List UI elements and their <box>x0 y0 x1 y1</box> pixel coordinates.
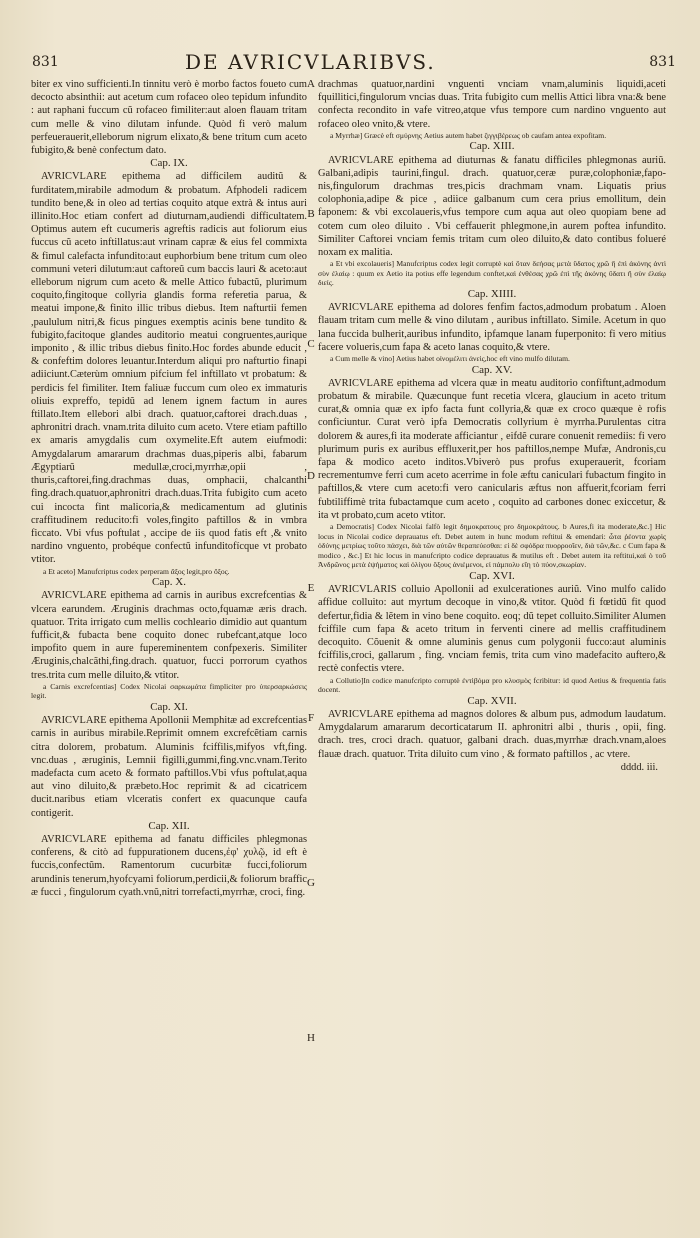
chapter-heading: Cap. X. <box>152 576 186 589</box>
chapter-heading: Cap. XVI. <box>469 570 515 583</box>
right-column <box>318 78 666 774</box>
chapter-heading: Cap. IX. <box>150 157 188 170</box>
margin-letter-e: E <box>307 582 315 594</box>
margin-letter-a: A <box>307 78 315 90</box>
left-column <box>31 78 307 899</box>
margin-letter-d: D <box>307 470 315 482</box>
body-paragraph: AVRICVLARE epithema ad diuturnas & fanatu difficiles phlegmonas auriũ. Galbani,adipis taurini,fingul. drach. quatuor,ceræ puræ,colophoniæ,fapo-nis,fingulorum drachmas tres,picis drachmam vnam. Liquatis prius colophonia,adipe & pice , adiice galbanum cum cera prius emollitum, dein faponem: & vbi excolaueris,vfus tempore cum aqua aut oleo quopiam bene ad cotem cum oleo diluito . Vbi ceffauerit phlegmone,in aurem poftea infundito. Similiter Caftorei vnciam femis tritam cum oleo diluito,& dato contibus folueré noxam ex malitia. <box>318 154 666 259</box>
signature-mark: dddd. iii. <box>620 761 658 773</box>
chapter-heading: Cap. XII. <box>148 819 190 832</box>
margin-letter-c: C <box>307 338 315 350</box>
footnote: a Democratis] Codex Nicolai falfò legit δημοκρατους pro δημοκράτους. b Aures,fi ita moderate,&c.] Hic locus in Nicolai codice deprauatus eft. Debet autem in hunc modum reftitui & emendari: ὦτα ῥέοντα χωρὶς ὀδύνης μετρίως τοῦτο πάσχει, διὰ τῶν αὐτῶν θεραπεύεσθαι: εἰ δὲ σφόδρα πυορροοῖεν, διὰ τῶν,&c. c Cum fapa & modico , &c.] Et hic locus in manufcripto codice deprauatus & mutilus eft . Debet autem ita reftitui,καὶ ὁ τοῦ Ἀνδρῶνος μετὰ ἑψήματος καὶ ὀλίγου ὄξους ἀνιέμενοι, εἰ πάμπολυ εἴη τὸ πύον,σκωρίαν. <box>318 522 666 570</box>
body-paragraph: AVRICVLARE epithema ad fanatu difficiles phlegmonas conferens, & citò ad fuppurationem ducens,ἐφ' χυλῷ, id eft è fuccis,confectũm. Ramentorum cucurbitæ fucci,foliorum arundinis tenerum,hyofcyami foliorum,perdicii,& foliorum braffic æ fucci , fingulorum cyath.vnũ,nitri torrefacti,myrrhæ, croci, fing. <box>31 833 307 898</box>
body-paragraph: AVRICVLARIS colluio Apollonii ad exulcerationes auriũ. Vino mulfo calido affidue colluito: aut myrtum decoque in vino,& vtitor. Quòd fi fœtidũ fit quod defertur,fidia & lẽtem in vino bene coquito. eoq; dũ tepet colluito.Similiter Alumen fciffile cum fapa & aceto tritum in ferventi cinere ad mellis craffitudinem decoquito. Cõuenit & omne aluminis genus cum polygonii fucco:aut aluminis fciffilis,croci, gallarum , fing. vnciam femis, trita cum vino madefacito auftero,& rectè confectis vtere. <box>318 584 666 675</box>
footnote: a Et aceto] Manufcriptus codex perperam ἄξος legit,pro ὄξος. <box>43 566 230 576</box>
running-header <box>0 50 700 76</box>
body-paragraph: AVRICVLARE epithema ad vlcera quæ in meatu auditorio confiftunt,admodum probatum & mirabile. Quæcunque funt recetia vlcera, glaucium in aceto tritum curat,& omnia quæ ex ipfo facta funt collyria,& quæ ex croco quæque è rofis conficiuntur. Curat verò ipfa Democratis collyrium è myrrha.Purulentas citra dolorem & aures,fi ita moderate afficiantur , eifdẽ curare conuenit remediis: fi vero plurimum puris ex auribus effluxerit,per hos paftillos,nempe Mufæ, Andronis,cu fapa & modico aceto inditos.Vbiverò pus profus exuperauerit, fcoriam recrementumve ferri cum aceto acerrime in fole æftu caniculari fubactum fingito in paftillos,& vtere cum aceto:fi vero canicularis æftus non affuerit,fcoriam ferri fubtiliffimè trita fubactamque cum aceto , coquito ad carbones donec exiccetur, & ita vt probato,cum aceto vtitor. <box>318 377 666 521</box>
chapter-heading: Cap. XI. <box>150 700 188 713</box>
body-paragraph: AVRICVLARE epithema ad difficilem auditũ & furditatem,mirabile admodum & probatum. Afphodeli radicem tundito bene,& in oleo ad tertias coquito atque extrà & intus auri illinito.Hoc etiam confert ad diuturnam,audiendi difficultatem. Optimus autem eft cucumeris agreftis radicis aut foliorum eius fuccus cũ aceto inftillatus:aut vrinam capræ & eius fel commixta & fimul calefacta infundito:aut euphorbium bene tritum cum oleo communi veteri dilutum:aut caftoreũ cum baccis lauri & aceto:aut elleborum nigrum cum aceto & melle Attico fubactũ, plurimum coquito,fingitoque collyria glandis forma referetia parua, & meatui impone,& finito illic tribus diebus. Item nafturtii femen ,paululum nitri,& ficus pingues exemptis acinis bene tundito & fubigito,facitoque glandes auditorio meatui congruentes,aurique imponito , & illic tribus diebus finito.Hoc fordes abunde educit , & confeftim dolores leuantur.Interdum aliqui pro nafturtio finapi adiiciunt.Cæterùm omnium pifcium fel inftillato vt probatum: & perdicis fel fimiliter. Item faliuæ fuccum cum oleo ex immaturis oliuis expreffo, tepidũ ad lenem ignem factum in aures ftillato.Item ellebori albi drach. quatuor,caftorei drach.duas , aphronitri drach. vnam.trita diluito cum aceto. Vtere etiam paftillo ex amaris amygdalis cum oxymelite.Eft autem eiufmodi: Amygdalarum amararum drachmas duas,piperis albi, fabarum Ægyptiarũ medullæ,croci,myrrhæ,opii , thuris,caftorei,fing.drachmas duas, omphacii, chalcanthi fing.drach.quatuor,aphronitri drach.duas.Trita fubigito cum aceto cui incocta fint malicoria,& medicamentum ad glutinis craffitudinem reducito:fi voles,fingito paftillos & in vmbra ficcato. Vbi vfus poftulat , accipe de iis quod fatis eft ,& vnito nardino vnguento, probéque confectũ infunditofícque vt probato vtitor. <box>31 171 307 566</box>
chapter-heading: Cap. XV. <box>471 363 513 376</box>
chapter-heading: Cap. XIIII. <box>467 288 517 301</box>
body-paragraph: AVRICVLARE epithema ad magnos dolores & album pus, admodum laudatum. Amygdalarum amararum decorticatarum II. aphronitri albi , thuris , opii, fing. drach. tres, croci drach. quatuor, galbani drach. duas,myrrhæ drach.vnam,aloes flauæ drach. quatuor. Trita diluito cum vino , & formato paftillos , ac vtere. <box>318 709 666 760</box>
body-paragraph: biter ex vino sufficienti.In tinnitu verò è morbo factos foueto cum decocto absinthii: aut acetum cum rofaceo oleo tepidum infundito : aut raphani fuccum cũ rofaceo fimiliter:aut aloen flauam tritam cum melle & vino dilutam infunde. Quòd fi verò malum perfeuerauerit,elleborum nigrum elixato,& bene tritum cum aceto fubigito,& benè confectum dato. <box>31 79 307 157</box>
page-number-right: 831 <box>649 54 676 70</box>
footnote: a Collutio]In codice manufcripto corruptè ἐντὶβόμα pro κλυσμὸς fcribitur: id quod Aetius & frequentia fatis docent. <box>318 675 666 695</box>
page-number-left: 831 <box>32 54 59 70</box>
footnote: a Et vbi excolaueris] Manufcriptus codex legit corruptè καὶ ὅταν δεήσας μετὰ ὕδατος χρῶ ἢ ἐπὶ ἀκόνης ἀντὶ σὺν ἐλαίῳ : quum ex Aetio ita potius effe legendum conftet,καὶ ἐνθέσας χρῶ ἐπὶ τῆς ἀκόνης ὕδατι ἢ σὺν ἐλαίῳ διείς. <box>318 259 666 288</box>
footnote: a Carnis excrefcentias] Codex Nicolai σαρκωμάτα fimpliciter pro ὑπερσαρκώσεις legit. <box>31 681 307 701</box>
running-title: DE AVRICVLARIBVS. <box>185 50 436 74</box>
margin-letter-f: F <box>307 712 315 724</box>
body-paragraph: drachmas quatuor,nardini vnguenti vnciam vnam,aluminis liquidi,aceti fquillitici,fingulorum vncias duas. Trita fubigito cum mellis Attici libra vna:& bene confecta recondito in vafe vitreo,atque vfus tempore cum nardino vnguento aut rofaceo oleo vnito,& vtere. <box>318 79 666 130</box>
margin-letter-g: G <box>307 877 315 889</box>
margin-letter-h: H <box>307 1032 315 1044</box>
body-paragraph: AVRICVLARE epithema ad carnis in auribus excrefcentias & vlcera earundem. Æruginis drachmas octo,fquamæ æris drach. quatuor. Trita irrigato cum mellis cochleario dimidio aut quantum fufficit,& fubacta bene coquito donec rubefcant,atque loco impofito quem in aure fupereminentem confpexeris. Similiter Æruginis,chalcãthi,fing.drach. quatuor, fucci porrorum cyathos tres.trita cum melle diluito,& vtitor. <box>31 590 307 681</box>
body-paragraph: AVRICVLARE epithema ad dolores fenfim factos,admodum probatum . Aloen flauam tritam cum melle & vino dilutam , auribus inftillato. Simile. Acetum in quo lana fuccida bulherit,auribus infundito, ipfamque lanam fuperponito: fi vero mitius facere volueris,cum fapa & aceto lanas coquito,& vtere. <box>318 302 666 353</box>
body-paragraph: AVRICVLARE epithema Apollonii Memphitæ ad excrefcentias carnis in auribus mirabile.Reprimit omnem excrefcẽtiam carnis citra dolorem, probatum. Aluminis fciffilis,mifyos vft,fing. vnc.duas , æruginis, Lemnii figilli,gummi,fing.vnc.vnam.Terito madefacta cum aceto & formato paftillos.Vbi vfus poftulat,aqua aut vino diluito,& præbeto.Hoc reprimit & ad cicatricem ducit.naribus etiam vlceratis confert ex quacunque caufa contigerit. <box>31 715 307 819</box>
footnote: a Cum melle & vino] Aetius habet οἰνομέλιτι ἀνεὶς,hoc eft vino mulfo dilutam. <box>330 354 570 364</box>
footnote: a Myrrhæ] Græcè eft σμύρνης Aetius autem habet ζιγγιβέρεως ob caufam antea expofitam. <box>330 130 607 140</box>
chapter-heading: Cap. XIII. <box>469 140 515 153</box>
margin-letter-b: B <box>307 208 315 220</box>
chapter-heading: Cap. XVII. <box>467 694 517 707</box>
